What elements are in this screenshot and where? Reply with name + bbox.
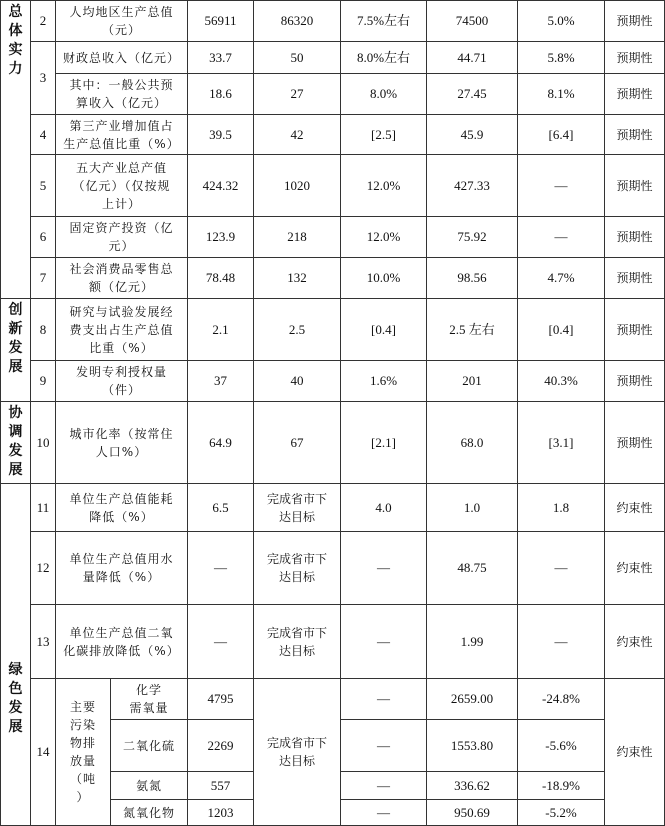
current-value: 201 <box>427 361 518 402</box>
table-row <box>1 679 665 720</box>
category-cell-coordination: 协 调 发 展 <box>1 402 31 484</box>
row-number: 4 <box>31 115 56 155</box>
growth-value: 12.0% <box>341 217 427 258</box>
row-number: 8 <box>31 299 56 361</box>
pollutant-name: 氮氧化物 <box>111 800 188 826</box>
base-value: 2.1 <box>188 299 254 361</box>
base-value: 56911 <box>188 1 254 42</box>
base-value: 33.7 <box>188 42 254 74</box>
attribute: 预期性 <box>605 217 665 258</box>
current-value: 1.0 <box>427 484 518 532</box>
table-row <box>1 217 665 258</box>
current-value: 2.5 左右 <box>427 299 518 361</box>
table-row <box>1 484 665 532</box>
indicator-name: 单位生产总值能耗 降低（%） <box>56 484 188 532</box>
row-number: 3 <box>31 42 56 115</box>
attribute: 预期性 <box>605 1 665 42</box>
actual-value: — <box>518 155 605 217</box>
base-value: 64.9 <box>188 402 254 484</box>
indicator-name: 财政总收入（亿元） <box>56 42 188 74</box>
base-value: — <box>188 605 254 679</box>
attribute: 约束性 <box>605 532 665 605</box>
table-row <box>1 74 665 115</box>
growth-value: [2.1] <box>341 402 427 484</box>
actual-value: [6.4] <box>518 115 605 155</box>
table-row <box>1 115 665 155</box>
indicator-name: 城市化率（按常住 人口%） <box>56 402 188 484</box>
indicator-name: 单位生产总值用水 量降低（%） <box>56 532 188 605</box>
growth-value: 10.0% <box>341 258 427 299</box>
base-value: 39.5 <box>188 115 254 155</box>
row-number: 2 <box>31 1 56 42</box>
attribute: 预期性 <box>605 42 665 74</box>
attribute: 约束性 <box>605 679 665 826</box>
attribute: 约束性 <box>605 605 665 679</box>
table-row <box>1 299 665 361</box>
row-number: 10 <box>31 402 56 484</box>
attribute: 预期性 <box>605 402 665 484</box>
actual-value: 40.3% <box>518 361 605 402</box>
table-row <box>1 361 665 402</box>
growth-value: 8.0%左右 <box>341 42 427 74</box>
target-value: 42 <box>254 115 341 155</box>
table-row <box>1 155 665 217</box>
category-cell-total-strength: 总 体 实 力 <box>1 1 31 299</box>
target-value: 完成省市下 达目标 <box>254 484 341 532</box>
table-row <box>1 532 665 605</box>
attribute: 预期性 <box>605 74 665 115</box>
indicator-name: 固定资产投资（亿 元） <box>56 217 188 258</box>
current-value: 75.92 <box>427 217 518 258</box>
pollutant-name: 氨氮 <box>111 772 188 800</box>
table-row <box>1 402 665 484</box>
base-value: 37 <box>188 361 254 402</box>
attribute: 约束性 <box>605 484 665 532</box>
actual-value: — <box>518 605 605 679</box>
attribute: 预期性 <box>605 299 665 361</box>
growth-value: — <box>341 679 427 720</box>
growth-value: [0.4] <box>341 299 427 361</box>
base-value: 18.6 <box>188 74 254 115</box>
table-row <box>1 42 665 74</box>
base-value: 6.5 <box>188 484 254 532</box>
target-value: 完成省市下 达目标 <box>254 605 341 679</box>
attribute: 预期性 <box>605 258 665 299</box>
row-number: 9 <box>31 361 56 402</box>
actual-value: -5.6% <box>518 720 605 772</box>
base-value: 4795 <box>188 679 254 720</box>
indicator-name: 社会消费品零售总 额（亿元） <box>56 258 188 299</box>
base-value: 1203 <box>188 800 254 826</box>
current-value: 336.62 <box>427 772 518 800</box>
current-value: 427.33 <box>427 155 518 217</box>
row-number: 6 <box>31 217 56 258</box>
pollutant-group-label: 主要 污染 物排 放量 （吨 ） <box>56 679 111 826</box>
target-value: 132 <box>254 258 341 299</box>
indicator-name: 发明专利授权量 （件） <box>56 361 188 402</box>
attribute: 预期性 <box>605 115 665 155</box>
pollutant-name: 二氧化硫 <box>111 720 188 772</box>
row-number: 11 <box>31 484 56 532</box>
current-value: 68.0 <box>427 402 518 484</box>
actual-value: [0.4] <box>518 299 605 361</box>
actual-value: 5.0% <box>518 1 605 42</box>
current-value: 45.9 <box>427 115 518 155</box>
base-value: 2269 <box>188 720 254 772</box>
base-value: 424.32 <box>188 155 254 217</box>
actual-value: -24.8% <box>518 679 605 720</box>
growth-value: 4.0 <box>341 484 427 532</box>
row-number: 13 <box>31 605 56 679</box>
target-value: 86320 <box>254 1 341 42</box>
current-value: 48.75 <box>427 532 518 605</box>
indicator-name: 五大产业总产值 （亿元）（仅按规 上计） <box>56 155 188 217</box>
actual-value: -18.9% <box>518 772 605 800</box>
current-value: 1553.80 <box>427 720 518 772</box>
actual-value: 1.8 <box>518 484 605 532</box>
actual-value: — <box>518 532 605 605</box>
actual-value: 4.7% <box>518 258 605 299</box>
row-number: 12 <box>31 532 56 605</box>
table-row <box>1 258 665 299</box>
row-number: 14 <box>31 679 56 826</box>
category-cell-green: 绿 色 发 展 <box>1 484 31 826</box>
growth-value: 8.0% <box>341 74 427 115</box>
actual-value: — <box>518 217 605 258</box>
current-value: 74500 <box>427 1 518 42</box>
indicator-name: 第三产业增加值占 生产总值比重（%） <box>56 115 188 155</box>
target-value: 50 <box>254 42 341 74</box>
attribute: 预期性 <box>605 155 665 217</box>
row-number: 7 <box>31 258 56 299</box>
current-value: 27.45 <box>427 74 518 115</box>
current-value: 2659.00 <box>427 679 518 720</box>
current-value: 44.71 <box>427 42 518 74</box>
base-value: 557 <box>188 772 254 800</box>
target-value: 1020 <box>254 155 341 217</box>
target-value: 27 <box>254 74 341 115</box>
current-value: 950.69 <box>427 800 518 826</box>
growth-value: 1.6% <box>341 361 427 402</box>
current-value: 98.56 <box>427 258 518 299</box>
row-number: 5 <box>31 155 56 217</box>
indicator-name: 其中：一般公共预 算收入（亿元） <box>56 74 188 115</box>
base-value: 78.48 <box>188 258 254 299</box>
actual-value: -5.2% <box>518 800 605 826</box>
target-value: 67 <box>254 402 341 484</box>
growth-value: — <box>341 532 427 605</box>
actual-value: [3.1] <box>518 402 605 484</box>
category-cell-innovation: 创 新 发 展 <box>1 299 31 402</box>
actual-value: 8.1% <box>518 74 605 115</box>
target-value: 40 <box>254 361 341 402</box>
indicator-name: 单位生产总值二氧 化碳排放降低（%） <box>56 605 188 679</box>
pollutant-name: 化学 需氧量 <box>111 679 188 720</box>
growth-value: — <box>341 800 427 826</box>
growth-value: — <box>341 720 427 772</box>
growth-value: — <box>341 772 427 800</box>
indicator-name: 研究与试验发展经 费支出占生产总值 比重（%） <box>56 299 188 361</box>
attribute: 预期性 <box>605 361 665 402</box>
actual-value: 5.8% <box>518 42 605 74</box>
table-row <box>1 605 665 679</box>
growth-value: 12.0% <box>341 155 427 217</box>
growth-value: [2.5] <box>341 115 427 155</box>
growth-value: 7.5%左右 <box>341 1 427 42</box>
target-value: 完成省市下 达目标 <box>254 532 341 605</box>
target-value: 218 <box>254 217 341 258</box>
target-value: 完成省市下 达目标 <box>254 679 341 826</box>
base-value: — <box>188 532 254 605</box>
table-row <box>1 1 665 42</box>
growth-value: — <box>341 605 427 679</box>
current-value: 1.99 <box>427 605 518 679</box>
indicator-name: 人均地区生产总值 （元） <box>56 1 188 42</box>
base-value: 123.9 <box>188 217 254 258</box>
target-value: 2.5 <box>254 299 341 361</box>
